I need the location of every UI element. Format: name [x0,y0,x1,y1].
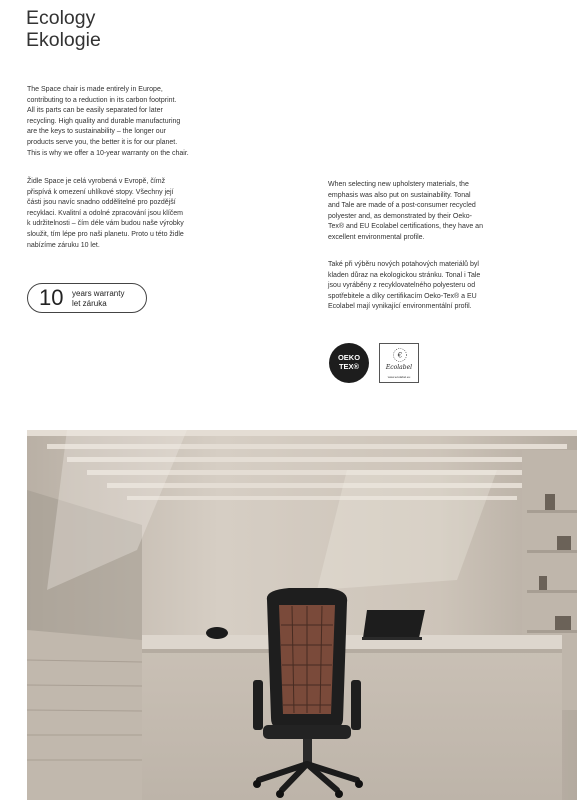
oeko-logo-line1: OEKO [337,353,361,362]
office-chair-photo [27,430,577,800]
eu-ecolabel-logo [379,343,419,383]
warranty-label-en: years warranty [72,289,125,298]
oeko-tex-logo [329,343,369,383]
warranty-label-cz: let záruka [72,299,107,308]
page-title [26,7,101,51]
ecolabel-url: www.ecolabel.eu [387,375,411,379]
svg-text:€: € [397,351,403,360]
title-en: Ecology [26,7,96,29]
warranty-badge [27,283,147,313]
warranty-number: 10 [39,285,64,310]
paragraph-en-left: The Space chair is made entirely in Europe, contributing to a reduction in its carbon footprint. All its parts can be easily separated for later recycling. High quality and durable manufacturing are the keys to sustainability – the longer our products serve you, the better it is for our planet. This is why we offer a 10-year warranty on the chair. [27,86,189,157]
ecolabel-flower-icon [380,346,420,366]
paragraph-cz-right: Také při výběru nových potahových materiálů byl kladen důraz na ekologickou stránku. Tonal i Tale jsou vyráběny z recyklovatelného polyesteru od spotřebitele a díky certifikacím Oeko-Tex® a EU Ecolabel mají vynikající environmentální profil. [328,261,481,311]
ecolabel-text: Ecolabel [385,364,413,371]
paragraph-en-right: When selecting new upholstery materials, the emphasis was also put on sustainability. Tonal and Tale are made of a post-consumer recycled polyester and, as demonstrated by their Oeko- Tex® and EU Ecolabel certifications, they have an excellent environmental profile. [328,181,483,241]
title-cz: Ekologie [26,29,101,51]
paragraph-cz-left: Židle Space je celá vyrobená v Evropě, čímž přispívá k omezení uhlíkové stopy. Všechny její části jsou navíc snadno oddělitelné pro pozdější recyklaci. Kvalitní a odolné zpracování jsou klíčem k udržitelnosti – čím déle vám budou naše výrobky sloužit, tím lépe pro naši planetu. Proto u této židle nabízíme záruku 10 let. [27,178,184,249]
oeko-logo-line2: TEX® [338,362,360,371]
